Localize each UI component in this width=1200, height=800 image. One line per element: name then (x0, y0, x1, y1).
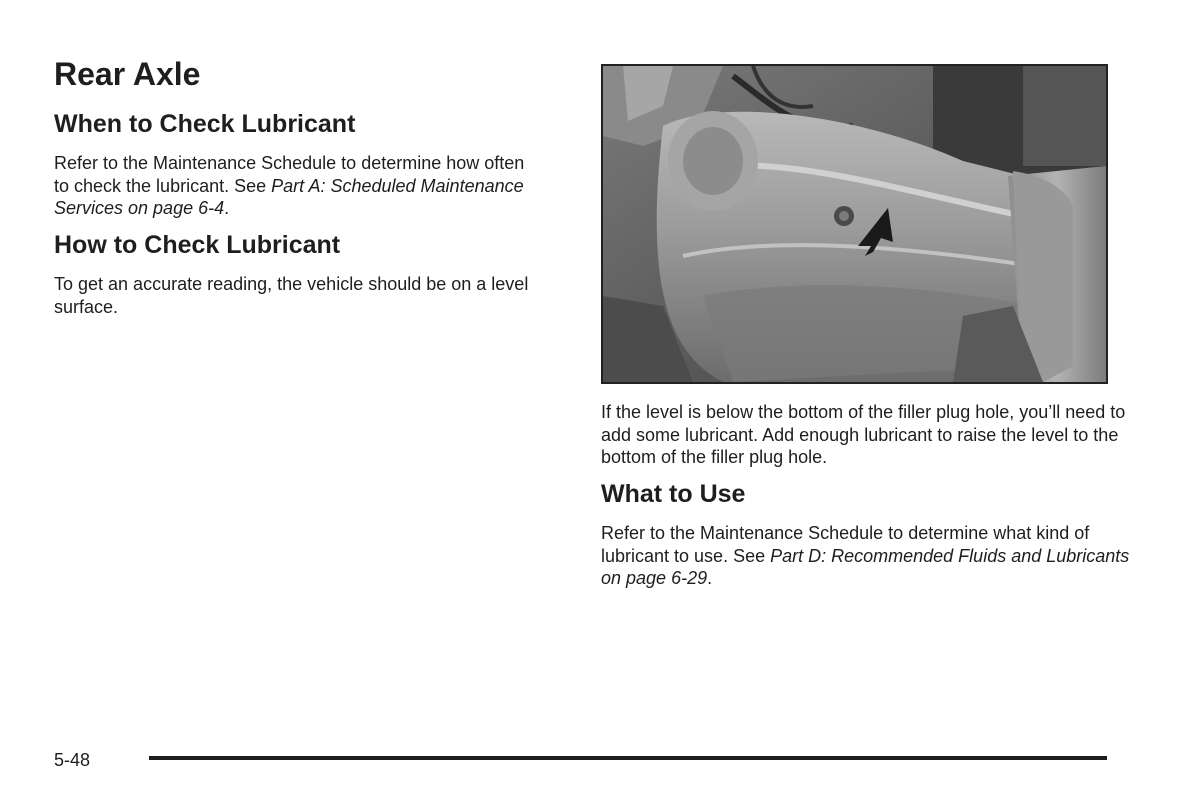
cross-reference-link[interactable]: Part A: Scheduled Maintenance Services on page 6-4 (54, 175, 524, 218)
paragraph-what-to-use (601, 522, 1141, 590)
paragraph-how-to-check: To get an accurate reading, the vehicle should be on a level surface. (54, 274, 529, 317)
cross-reference-link[interactable]: Part D: Recommended Fluids and Lubricants on page 6-29 (601, 545, 1130, 588)
paragraph-level-note: If the level is below the bottom of the filler plug hole, you’ll need to add some lubricant. Add enough lubricant to raise the level to the bottom of the filler plug hole. (601, 402, 1126, 467)
paragraph-text: Refer to the Maintenance Schedule to determine how often to check the lubricant. See (54, 153, 525, 196)
section-heading-how-to-check: How to Check Lubricant (54, 231, 341, 259)
section-heading-when-to-check: When to Check Lubricant (54, 110, 356, 138)
paragraph-text-end: . (224, 198, 230, 218)
footer-rule (149, 756, 1107, 760)
page-title: Rear Axle (54, 56, 201, 92)
paragraph-text: Refer to the Maintenance Schedule to determine what kind of lubricant to use. See (601, 523, 1090, 566)
paragraph-when-to-check (54, 152, 544, 220)
rear-axle-photo (601, 64, 1108, 384)
paragraph-text-end: . (707, 568, 713, 588)
page-number: 5-48 (54, 750, 91, 770)
section-heading-what-to-use: What to Use (601, 480, 746, 508)
